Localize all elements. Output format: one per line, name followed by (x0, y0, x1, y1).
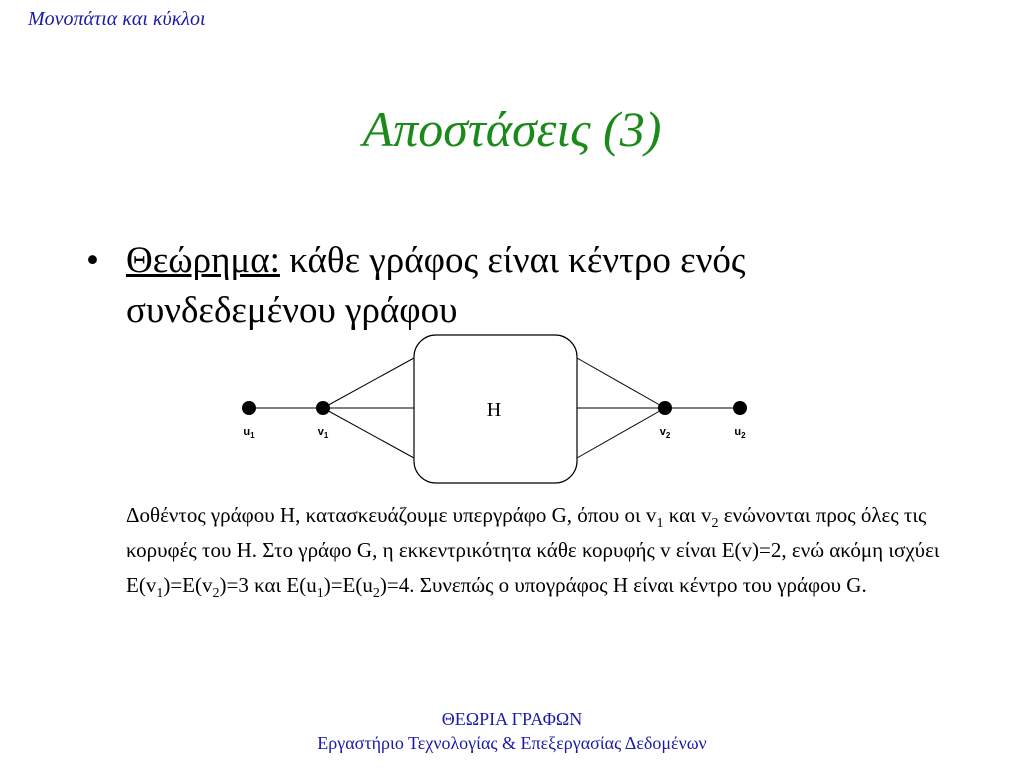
slide-title: Αποστάσεις (3) (362, 101, 662, 157)
node-label-u2: $u_2$ (734, 426, 746, 440)
header-topic: Μονοπάτια και κύκλοι (28, 8, 206, 30)
footer-course: ΘΕΩΡΙΑ ΓΡΑΦΩΝ (441, 709, 583, 729)
footer (0, 707, 1024, 755)
theorem-bullet (86, 236, 946, 336)
node-u1 (242, 401, 256, 415)
edge-v1-h-bottom (323, 408, 414, 458)
graph-diagram (230, 330, 770, 490)
edge-h-top-v2 (577, 358, 665, 408)
explanation-paragraph: Δοθέντος γράφου H, κατασκευάζουμε υπεργράφο G, όπου οι $v_1$ και $v_2$ ενώνονται προς όλες τις κορυφές του H. Στο γράφο G, η εκκεντρικότητα κάθε κορυφής v είναι E(v)=2, ενώ ακόμη ισχύει $E(v_1)=E(v_2)=3$ και $E(u_1)=E(u_2)=4$. Συνεπώς ο υπογράφος H είναι κέντρο του γράφου G. (126, 503, 940, 602)
node-v1 (316, 401, 330, 415)
theorem-text: κάθε γράφος είναι κέντρο ενός συνδεδεμένου γράφου (126, 240, 746, 331)
node-label-v2: $v_2$ (659, 426, 671, 440)
theorem-statement (126, 236, 946, 336)
footer-lab: Εργαστήριο Τεχνολογίας & Επεξεργασίας Δεδομένων (317, 733, 707, 753)
subgraph-h-label: H (486, 399, 502, 421)
node-label-v1: $v_1$ (317, 426, 329, 440)
bullet-dot-icon: • (86, 240, 99, 281)
node-label-u1: $u_1$ (243, 426, 255, 440)
theorem-label: Θεώρημα: (126, 240, 280, 281)
node-v2 (658, 401, 672, 415)
edge-v1-h-top (323, 358, 414, 408)
edge-h-bottom-v2 (577, 408, 665, 458)
node-u2 (733, 401, 747, 415)
